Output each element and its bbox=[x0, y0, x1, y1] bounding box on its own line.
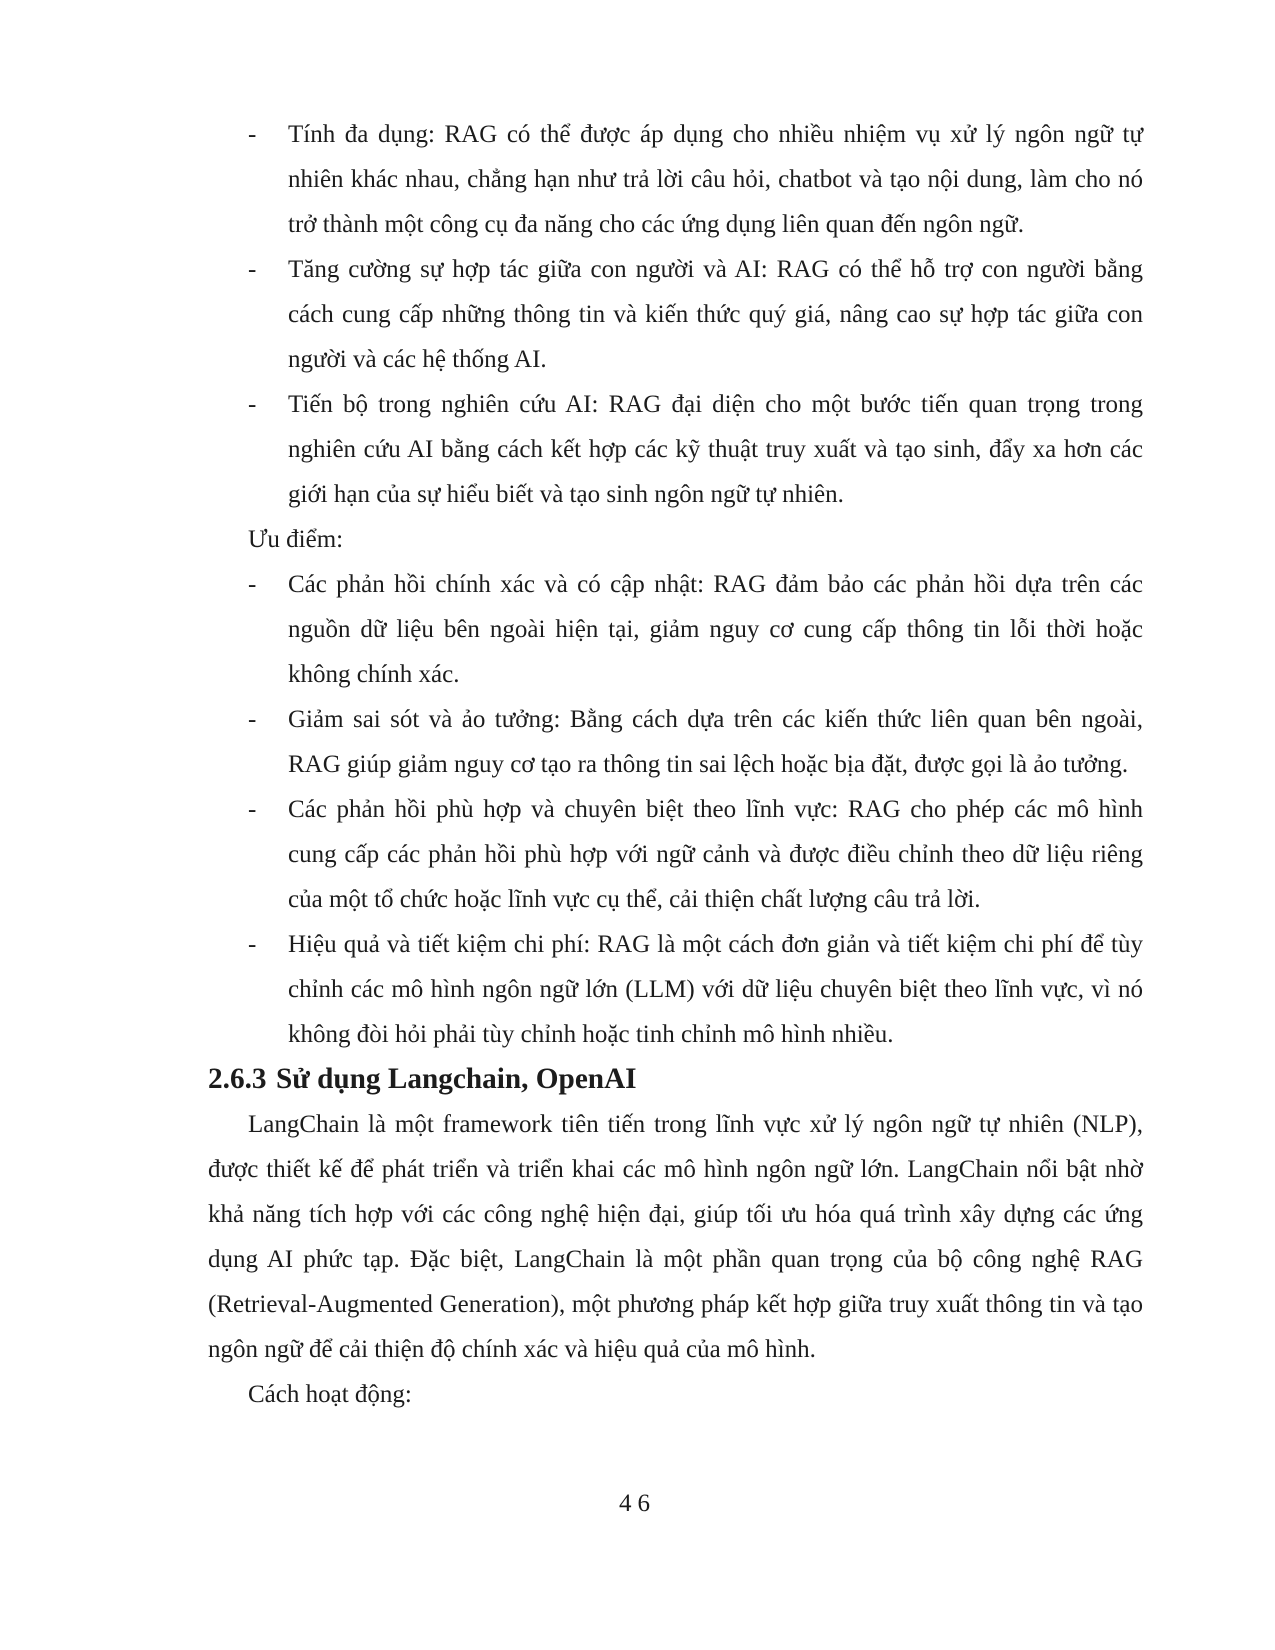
section-paragraph: LangChain là một framework tiên tiến trong lĩnh vực xử lý ngôn ngữ tự nhiên (NLP), được thiết kế để phát triển và triển khai các mô hình ngôn ngữ lớn. LangChain nổi bật nhờ khả năng tích hợp với các công nghệ hiện đại, giúp tối ưu hóa quá trình xây dựng các ứng dụng AI phức tạp. Đặc biệt, LangChain là một phần quan trọng của bộ công nghệ RAG (Retrieval-Augmented Generation), một phương pháp kết hợp giữa truy xuất thông tin và tạo ngôn ngữ để cải thiện độ chính xác và hiệu quả của mô hình. bbox=[208, 1111, 1143, 1363]
section-title: Sử dụng Langchain, OpenAI bbox=[276, 1063, 637, 1095]
list-item-text: Hiệu quả và tiết kiệm chi phí: RAG là một cách đơn giản và tiết kiệm chi phí để tùy chỉnh các mô hình ngôn ngữ lớn (LLM) với dữ liệu chuyên biệt theo lĩnh vực, vì nó không đòi hỏi phải tùy chỉnh hoặc tinh chỉnh mô hình nhiều. bbox=[288, 931, 1143, 1048]
list-item-text: Tính đa dụng: RAG có thể được áp dụng cho nhiều nhiệm vụ xử lý ngôn ngữ tự nhiên khác nhau, chẳng hạn như trả lời câu hỏi, chatbot và tạo nội dung, làm cho nó trở thành một công cụ đa năng cho các ứng dụng liên quan đến ngôn ngữ. bbox=[288, 121, 1143, 238]
how-it-works-label: Cách hoạt động: bbox=[248, 1381, 412, 1408]
list-item-text: Các phản hồi chính xác và có cập nhật: RAG đảm bảo các phản hồi dựa trên các nguồn dữ liệu bên ngoài hiện tại, giảm nguy cơ cung cấp thông tin lỗi thời hoặc không chính xác. bbox=[288, 571, 1143, 688]
list-item bbox=[248, 697, 1143, 787]
list-item bbox=[248, 382, 1143, 517]
list-item bbox=[248, 922, 1143, 1057]
advantages-label: Ưu điểm: bbox=[248, 526, 344, 553]
list-item-text: Giảm sai sót và ảo tưởng: Bằng cách dựa trên các kiến thức liên quan bên ngoài, RAG giúp giảm nguy cơ tạo ra thông tin sai lệch hoặc bịa đặt, được gọi là ảo tưởng. bbox=[288, 706, 1143, 778]
bullet-marker: - bbox=[248, 256, 257, 283]
list-item bbox=[248, 787, 1143, 922]
page-number: 46 bbox=[619, 1490, 656, 1517]
list-item bbox=[248, 112, 1143, 247]
bullet-marker: - bbox=[248, 931, 257, 958]
section-heading bbox=[208, 1057, 1143, 1102]
list-item-text: Các phản hồi phù hợp và chuyên biệt theo lĩnh vực: RAG cho phép các mô hình cung cấp các phản hồi phù hợp với ngữ cảnh và được điều chỉnh theo dữ liệu riêng của một tổ chức hoặc lĩnh vực cụ thể, cải thiện chất lượng câu trả lời. bbox=[288, 796, 1143, 913]
page-content bbox=[208, 112, 1143, 1417]
section-number: 2.6.3 bbox=[208, 1063, 267, 1095]
list-item-text: Tiến bộ trong nghiên cứu AI: RAG đại diện cho một bước tiến quan trọng trong nghiên cứu AI bằng cách kết hợp các kỹ thuật truy xuất và tạo sinh, đẩy xa hơn các giới hạn của sự hiểu biết và tạo sinh ngôn ngữ tự nhiên. bbox=[288, 391, 1143, 508]
list-item-text: Tăng cường sự hợp tác giữa con người và AI: RAG có thể hỗ trợ con người bằng cách cung cấp những thông tin và kiến thức quý giá, nâng cao sự hợp tác giữa con người và các hệ thống AI. bbox=[288, 256, 1143, 373]
list-item bbox=[248, 247, 1143, 382]
bullet-marker: - bbox=[248, 571, 257, 598]
list-item bbox=[248, 562, 1143, 697]
bullet-marker: - bbox=[248, 796, 257, 823]
bullet-marker: - bbox=[248, 706, 257, 733]
bullet-marker: - bbox=[248, 391, 257, 418]
bullet-marker: - bbox=[248, 121, 257, 148]
